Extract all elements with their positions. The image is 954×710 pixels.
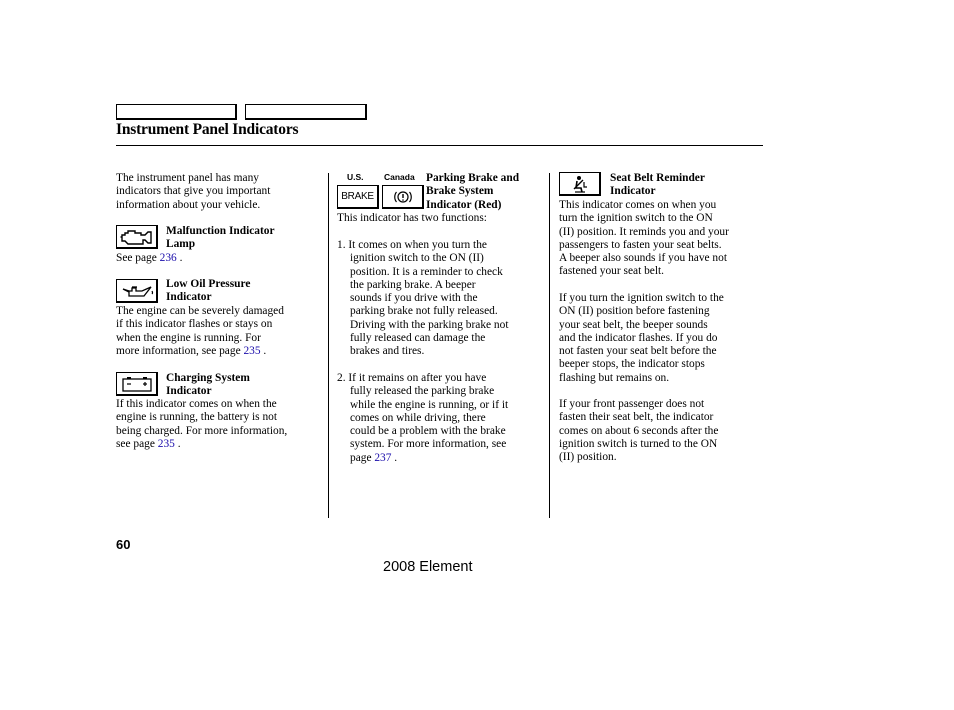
charging-heading: Charging System Indicator [166, 372, 250, 398]
title-divider [116, 145, 763, 146]
check-engine-icon [116, 225, 158, 249]
oil-heading: Low Oil Pressure Indicator [166, 278, 251, 304]
brake-heading: Parking Brake and Brake System Indicator (Red) [426, 172, 520, 211]
brake-text-icon [337, 185, 379, 209]
seat-belt-paragraph-3: If your front passenger does not fasten their seat belt, the indicator comes on about 6 seconds after the ignition switch is turned to the ON (II) position. [559, 398, 719, 464]
nav-button-next[interactable] [245, 104, 367, 120]
page-number: 60 [116, 537, 131, 552]
seat-belt-paragraph-1: This indicator comes on when you turn the ignition switch to the ON (II) position. It reminds you and your passengers to fasten your seat belts. A beeper also sounds if you have not fastened your seat belt. [559, 199, 729, 278]
brake-intro: This indicator has two functions: [337, 212, 487, 224]
column-divider [549, 173, 550, 518]
label-us: U.S. [347, 172, 364, 182]
seat-belt-icon [559, 172, 601, 196]
label-canada: Canada [384, 172, 415, 182]
malfunction-see-page: See page 236 . [116, 252, 183, 264]
brake-item-1: 1. It comes on when you turn the ignition switch to the ON (II) position. It is a reminder to check the parking brake. A beeper sounds if you drive with the parking brake not fully released. Driving with the parking brake not fully released can damage the brakes and tires. [337, 239, 509, 358]
oil-paragraph: The engine can be severely damaged if this indicator flashes or stays on when the engine is running. For more information, see page 235 . [116, 305, 284, 357]
column-divider [328, 173, 329, 518]
page-title: Instrument Panel Indicators [116, 121, 299, 138]
nav-button-previous[interactable] [116, 104, 237, 120]
seat-belt-heading: Seat Belt Reminder Indicator [610, 172, 705, 198]
brake-icon-text: BRAKE [341, 191, 374, 202]
page-link[interactable]: 235 [157, 437, 175, 450]
page-link[interactable]: 237 [374, 451, 392, 464]
page-link[interactable]: 235 [243, 344, 261, 357]
page-link[interactable]: 236 [159, 252, 177, 264]
brake-item-2: 2. If it remains on after you have fully released the parking brake while the engine is running, or if it comes on while driving, there could be a problem with the brake system. For more information, see page 237 . [337, 372, 509, 464]
malfunction-heading: Malfunction Indicator Lamp [166, 225, 275, 251]
seat-belt-paragraph-2: If you turn the ignition switch to the ON (II) position before fastening your seat belt, the beeper sounds and the indicator flashes. If you do not fasten your seat belt before the beeper stops, the indicator stops flashing but remains on. [559, 292, 724, 384]
oil-can-icon [116, 279, 158, 303]
battery-icon [116, 372, 158, 396]
brake-warning-icon [382, 185, 424, 209]
footer-model: 2008 Element [383, 559, 473, 575]
intro-paragraph: The instrument panel has many indicators that give you important information about your vehicle. [116, 172, 271, 211]
charging-paragraph: If this indicator comes on when the engine is running, the battery is not being charged. For more information, see page 235 . [116, 398, 288, 450]
